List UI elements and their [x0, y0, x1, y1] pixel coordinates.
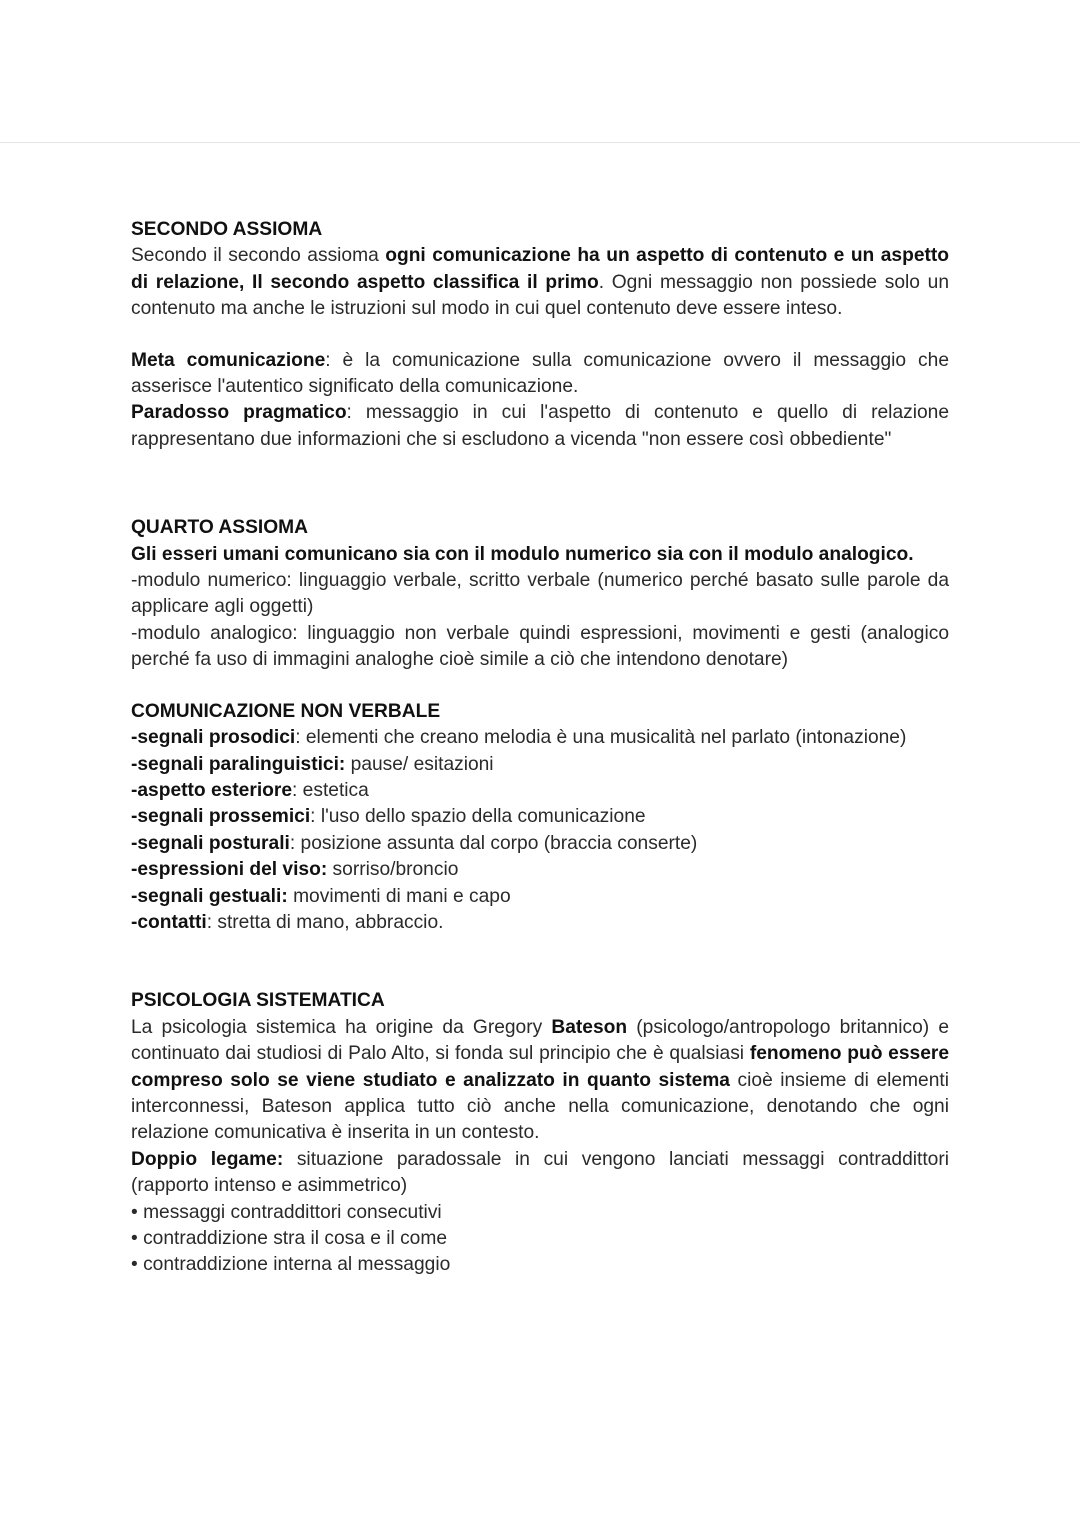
paragraph [131, 1015, 949, 1147]
bold-text: Bateson [551, 1016, 628, 1038]
definition-term: Doppio legame: [131, 1148, 284, 1170]
text-run: . Ogni messaggio non possiede solo un contenuto ma anche le istruzioni sul modo in cui quel contenuto deve essere inteso. [131, 271, 950, 320]
bullet-item: • contraddizione stra il cosa e il come [131, 1226, 949, 1252]
paragraph-modulo-numerico: -modulo numerico: linguaggio verbale, scritto verbale (numerico perché basato sulle parole da applicare agli oggetti) [131, 570, 949, 618]
text-run: La psicologia sistemica ha origine da Gregory [131, 1016, 552, 1038]
section-quarto-assioma [131, 515, 949, 673]
paragraph-lead [131, 542, 949, 568]
list-item [131, 804, 949, 830]
section-comunicazione-non-verbale [131, 699, 949, 937]
document-body [131, 217, 949, 1279]
list-item [131, 884, 949, 910]
bullet-item: • messaggi contraddittori consecutivi [131, 1200, 949, 1226]
section-heading: COMUNICAZIONE NON VERBALE [131, 700, 441, 722]
definition-meta-comunicazione [131, 348, 949, 401]
section-heading: PSICOLOGIA SISTEMATICA [131, 990, 385, 1012]
definition-text: : è la comunicazione sulla comunicazione ovvero il messaggio che asserisce l'autentico significato della comunicazione. [131, 349, 949, 398]
text-run: Secondo il secondo assioma [131, 245, 386, 267]
text-run: (psicologo/antropologo britannico) e continuato dai studiosi di Palo Alto, si fonda sul principio che è qualsiasi [131, 1016, 949, 1065]
definition-term: Paradosso pragmatico [131, 402, 347, 424]
item-term: -aspetto esteriore [131, 779, 293, 801]
bold-text: ogni comunicazione ha un aspetto di contenuto e un aspetto di relazione, Il secondo aspetto classifica il primo [131, 245, 949, 293]
item-text: : stretta di mano, abbraccio. [206, 911, 444, 933]
list-item [131, 778, 949, 804]
section-heading: SECONDO ASSIOMA [131, 219, 323, 240]
text-run: cioè insieme di elementi interconnessi, Bateson applica tutto ciò anche nella comunicazione, denotando che ogni relazione comunicativa è inserita in un contesto. [131, 1069, 949, 1144]
definition-paradosso-pragmatico [131, 400, 949, 453]
item-term: -segnali paralinguistici: [131, 753, 346, 775]
item-term: -segnali gestuali: [131, 885, 288, 907]
item-text: : elementi che creano melodia è una musicalità nel parlato (intonazione) [295, 727, 907, 749]
paragraph-modulo-analogico: -modulo analogico: linguaggio non verbale quindi espressioni, movimenti e gesti (analogico perché fa uso di immagini analoghe cioè simile a ciò che intendono denotare) [131, 622, 949, 671]
list-item [131, 910, 949, 936]
item-term: -segnali posturali [131, 832, 290, 854]
definition-text: situazione paradossale in cui vengono lanciati messaggi contraddittori (rapporto intenso e asimmetrico) [131, 1148, 949, 1197]
list-item [131, 725, 949, 751]
bold-text: Gli esseri umani comunicano sia con il modulo numerico sia con il modulo analogico. [131, 543, 914, 565]
item-term: -contatti [131, 911, 207, 933]
item-term: -segnali prosodici [131, 727, 296, 749]
item-text: : l'uso dello spazio della comunicazione [310, 806, 646, 828]
item-term: -segnali prossemici [131, 806, 311, 828]
page-top-divider [0, 142, 1080, 143]
list-item [131, 752, 949, 778]
item-text: : estetica [292, 779, 369, 801]
item-text: sorriso/broncio [327, 859, 459, 881]
item-text: pause/ esitazioni [345, 753, 494, 775]
section-secondo-assioma [131, 217, 949, 453]
item-text: movimenti di mani e capo [287, 885, 511, 907]
definition-term: Meta comunicazione [131, 349, 326, 371]
item-text: : posizione assunta dal corpo (braccia conserte) [289, 832, 698, 854]
section-psicologia-sistematica [131, 988, 949, 1278]
list-item [131, 857, 949, 883]
definition-doppio-legame [131, 1147, 949, 1200]
bullet-item: • contraddizione interna al messaggio [131, 1252, 949, 1278]
item-term: -espressioni del viso: [131, 859, 328, 881]
list-item [131, 831, 949, 857]
definition-text: : messaggio in cui l'aspetto di contenuto e quello di relazione rappresentano due informazioni che si escludono a vicenda "non essere così obbediente" [131, 402, 949, 450]
paragraph [131, 243, 949, 322]
bold-text: fenomeno può essere compreso solo se viene studiato e analizzato in quanto sistema [131, 1043, 949, 1091]
section-heading: QUARTO ASSIOMA [131, 517, 308, 539]
